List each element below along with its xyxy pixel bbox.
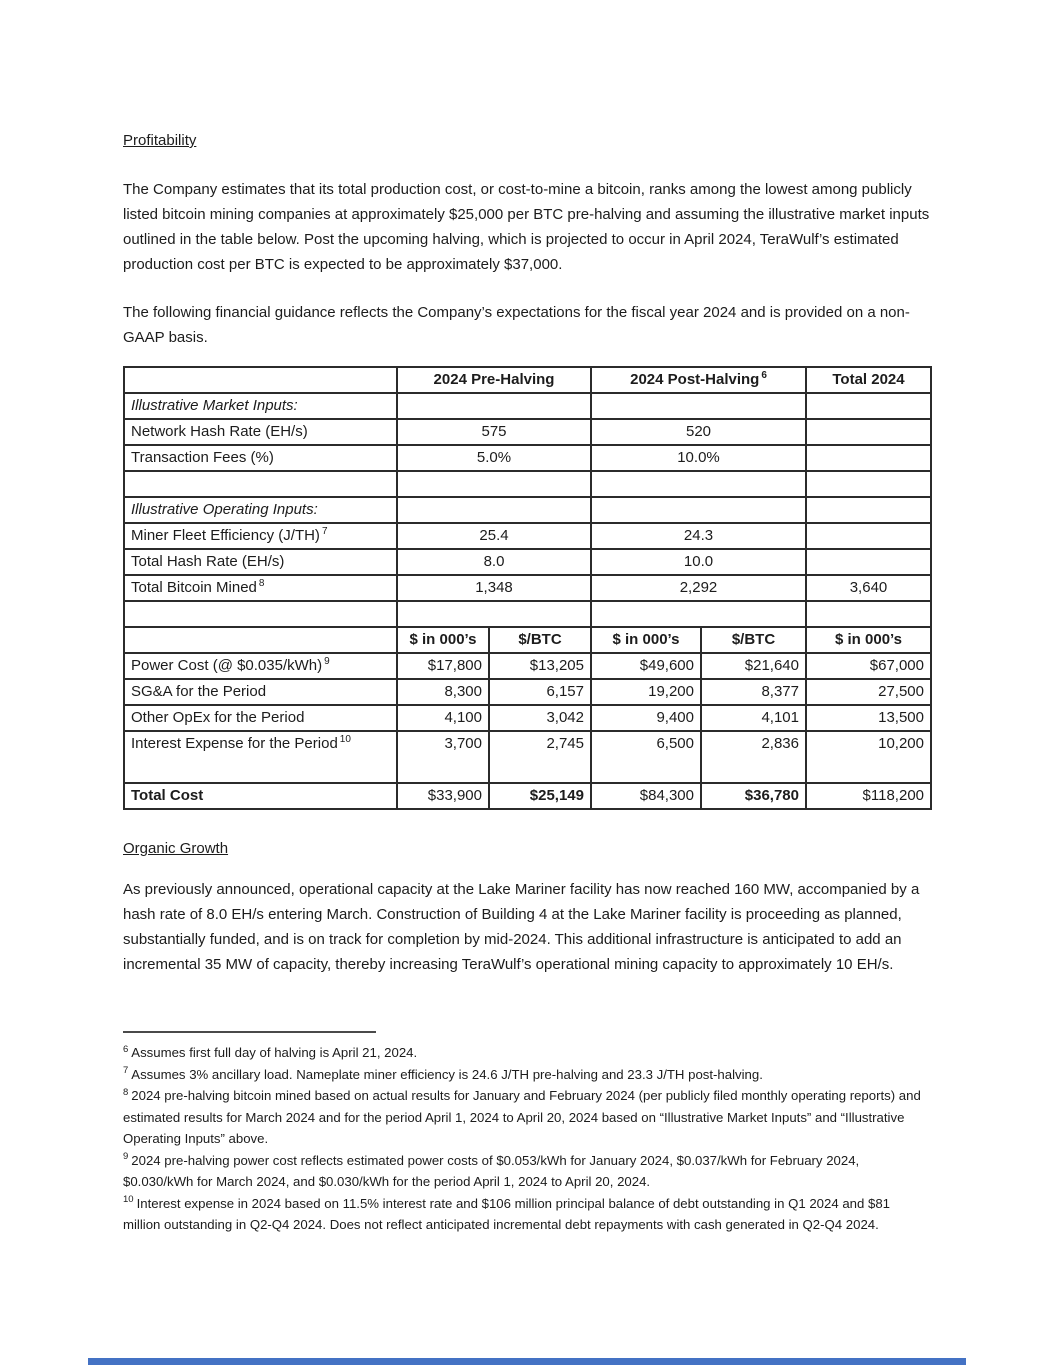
units-post-000s: $ in 000’s bbox=[591, 627, 701, 653]
section-operating-inputs-label: Illustrative Operating Inputs: bbox=[124, 497, 397, 523]
footnote-ref-9: 9 bbox=[324, 656, 330, 667]
value-post: 10.0 bbox=[591, 549, 806, 575]
header-pre-halving: 2024 Pre-Halving bbox=[397, 367, 591, 393]
cell-pre-000s: $33,900 bbox=[397, 783, 489, 809]
cell-pre-btc: 3,042 bbox=[489, 705, 591, 731]
cell-pre-btc: 2,745 bbox=[489, 731, 591, 783]
row-label: Total Hash Rate (EH/s) bbox=[124, 549, 397, 575]
header-total-2024: Total 2024 bbox=[806, 367, 931, 393]
financial-guidance-table bbox=[123, 366, 932, 810]
cell-total-000s: 27,500 bbox=[806, 679, 931, 705]
cell-pre-btc: 6,157 bbox=[489, 679, 591, 705]
footnote-number: 8 bbox=[123, 1086, 129, 1098]
cell-post-000s: $49,600 bbox=[591, 653, 701, 679]
header-post-halving: 2024 Post-Halving $^6$ bbox=[591, 367, 806, 393]
footnote-number: 6 bbox=[123, 1043, 129, 1055]
value-post: 24.3 bbox=[591, 523, 806, 549]
footnote-separator bbox=[123, 1031, 376, 1033]
row-miner-fleet-efficiency bbox=[124, 523, 931, 549]
footnote-ref-8: 8 bbox=[258, 578, 265, 589]
cell-total-000s: 13,500 bbox=[806, 705, 931, 731]
document-content bbox=[123, 128, 930, 1236]
cell-pre-000s: 3,700 bbox=[397, 731, 489, 783]
profitability-paragraph-1: The Company estimates that its total production cost, or cost-to-mine a bitcoin, ranks among the lowest among publicly listed bitcoin mining companies at approximately $25,000 per BTC pre-halving and assuming the illustrative market inputs outlined in the table below. Post the upcoming halving, which is projected to occur in April 2024, TeraWulf’s estimated production cost per BTC is expected to be approximately $37,000. bbox=[123, 181, 930, 273]
footnote-number: 9 bbox=[123, 1151, 129, 1163]
cell-pre-000s: $17,800 bbox=[397, 653, 489, 679]
row-power-cost bbox=[124, 653, 931, 679]
profitability-heading: Profitability bbox=[123, 132, 197, 149]
footnote-number: 7 bbox=[123, 1065, 129, 1077]
row-sga bbox=[124, 679, 931, 705]
value-pre: 8.0 bbox=[397, 549, 591, 575]
cell-post-000s: 19,200 bbox=[591, 679, 701, 705]
cell-post-btc: $36,780 bbox=[701, 783, 806, 809]
footnote-ref-6: 6 bbox=[761, 370, 767, 381]
value-post: 520 bbox=[591, 419, 806, 445]
row-label: Other OpEx for the Period bbox=[124, 705, 397, 731]
row-label: Interest Expense for the Period $^{10}$ bbox=[124, 731, 397, 783]
section-market-inputs-label: Illustrative Market Inputs: bbox=[124, 393, 397, 419]
section-operating-inputs-row bbox=[124, 497, 931, 523]
value-total bbox=[806, 445, 931, 471]
row-label: Transaction Fees (%) bbox=[124, 445, 397, 471]
value-pre: 575 bbox=[397, 419, 591, 445]
footnote-6: $^6$ Assumes first full day of halving is April 21, 2024. bbox=[123, 1043, 418, 1060]
organic-growth-heading: Organic Growth bbox=[123, 840, 229, 857]
row-label: Total Cost bbox=[124, 783, 397, 809]
cell-post-000s: $84,300 bbox=[591, 783, 701, 809]
cell-pre-btc: $13,205 bbox=[489, 653, 591, 679]
organic-growth-paragraph: As previously announced, operational capacity at the Lake Mariner facility has now reached 160 MW, accompanied by a hash rate of 8.0 EH/s entering March. Construction of Building 4 at the Lake Mariner facility is proceeding as planned, substantially funded, and is on track for completion by mid-2024. This additional infrastructure is anticipated to add an incremental 35 MW of capacity, thereby increasing TeraWulf’s operational mining capacity to approximately 10 EH/s. bbox=[123, 881, 920, 973]
value-total bbox=[806, 549, 931, 575]
row-label: SG&A for the Period bbox=[124, 679, 397, 705]
footnote-ref-7: 7 bbox=[321, 526, 328, 537]
footnote-8: $^8$ 2024 pre-halving bitcoin mined based on actual results for January and February 2024 (per publicly filed monthly operating reports) and estimated results for March 2024 and for the period April 1, 2024 to April 20, 2024 based on “Illustrative Market Inputs” and “Illustrative Operating Inputs” above. bbox=[123, 1086, 921, 1146]
row-total-cost bbox=[124, 783, 931, 809]
footnote-ref-10: 10 bbox=[339, 734, 351, 745]
cell-post-btc: 8,377 bbox=[701, 679, 806, 705]
value-pre: 25.4 bbox=[397, 523, 591, 549]
cell-total-000s: $118,200 bbox=[806, 783, 931, 809]
cell-total-000s: 10,200 bbox=[806, 731, 931, 783]
section-market-inputs-row bbox=[124, 393, 931, 419]
profitability-paragraph-2: The following financial guidance reflects the Company’s expectations for the fiscal year 2024 and is provided on a non-GAAP basis. bbox=[123, 304, 910, 346]
cell-post-btc: 4,101 bbox=[701, 705, 806, 731]
spacer-row bbox=[124, 471, 931, 497]
cell-pre-000s: 4,100 bbox=[397, 705, 489, 731]
cell-post-btc: $21,640 bbox=[701, 653, 806, 679]
row-label: Power Cost (@ $0.035/kWh) $^9$ bbox=[124, 653, 397, 679]
footnote-7: $^7$ Assumes 3% ancillary load. Nameplate miner efficiency is 24.6 J/TH pre-halving and 23.3 J/TH post-halving. bbox=[123, 1065, 763, 1082]
units-total-000s: $ in 000’s bbox=[806, 627, 931, 653]
footnote-number: 10 bbox=[123, 1194, 134, 1206]
units-pre-btc: $/BTC bbox=[489, 627, 591, 653]
cell-post-000s: 6,500 bbox=[591, 731, 701, 783]
table-header-row bbox=[124, 367, 931, 393]
row-label: Network Hash Rate (EH/s) bbox=[124, 419, 397, 445]
footnote-9: $^9$ 2024 pre-halving power cost reflects estimated power costs of $0.053/kWh for January 2024, $0.037/kWh for February 2024, $0.030/kWh for March 2024, and $0.030/kWh for the period April 1, 2024 to April 20, 2024. bbox=[123, 1151, 860, 1189]
header-blank-cell bbox=[124, 367, 397, 393]
row-label: Miner Fleet Efficiency (J/TH) $^7$ bbox=[124, 523, 397, 549]
value-post: 10.0% bbox=[591, 445, 806, 471]
value-post: 2,292 bbox=[591, 575, 806, 601]
row-label: Total Bitcoin Mined $^8$ bbox=[124, 575, 397, 601]
footnote-10: $^{10}$ Interest expense in 2024 based on 11.5% interest rate and $106 million principal balance of debt outstanding in Q1 2024 and $81 million outstanding in Q2-Q4 2024. Does not reflect anticipated incremental debt repayments with cash generated in Q2-Q4 2024. bbox=[123, 1194, 891, 1232]
units-pre-000s: $ in 000’s bbox=[397, 627, 489, 653]
spacer-row bbox=[124, 601, 931, 627]
units-post-btc: $/BTC bbox=[701, 627, 806, 653]
bottom-accent-bar bbox=[88, 1358, 966, 1365]
row-total-bitcoin-mined bbox=[124, 575, 931, 601]
value-pre: 1,348 bbox=[397, 575, 591, 601]
row-other-opex bbox=[124, 705, 931, 731]
units-header-row bbox=[124, 627, 931, 653]
row-interest-expense bbox=[124, 731, 931, 783]
row-network-hash-rate bbox=[124, 419, 931, 445]
row-total-hash-rate bbox=[124, 549, 931, 575]
value-total: 3,640 bbox=[806, 575, 931, 601]
value-total bbox=[806, 419, 931, 445]
cell-post-btc: 2,836 bbox=[701, 731, 806, 783]
cell-pre-000s: 8,300 bbox=[397, 679, 489, 705]
cell-pre-btc: $25,149 bbox=[489, 783, 591, 809]
cell-post-000s: 9,400 bbox=[591, 705, 701, 731]
value-total bbox=[806, 523, 931, 549]
value-pre: 5.0% bbox=[397, 445, 591, 471]
row-transaction-fees bbox=[124, 445, 931, 471]
cell-total-000s: $67,000 bbox=[806, 653, 931, 679]
